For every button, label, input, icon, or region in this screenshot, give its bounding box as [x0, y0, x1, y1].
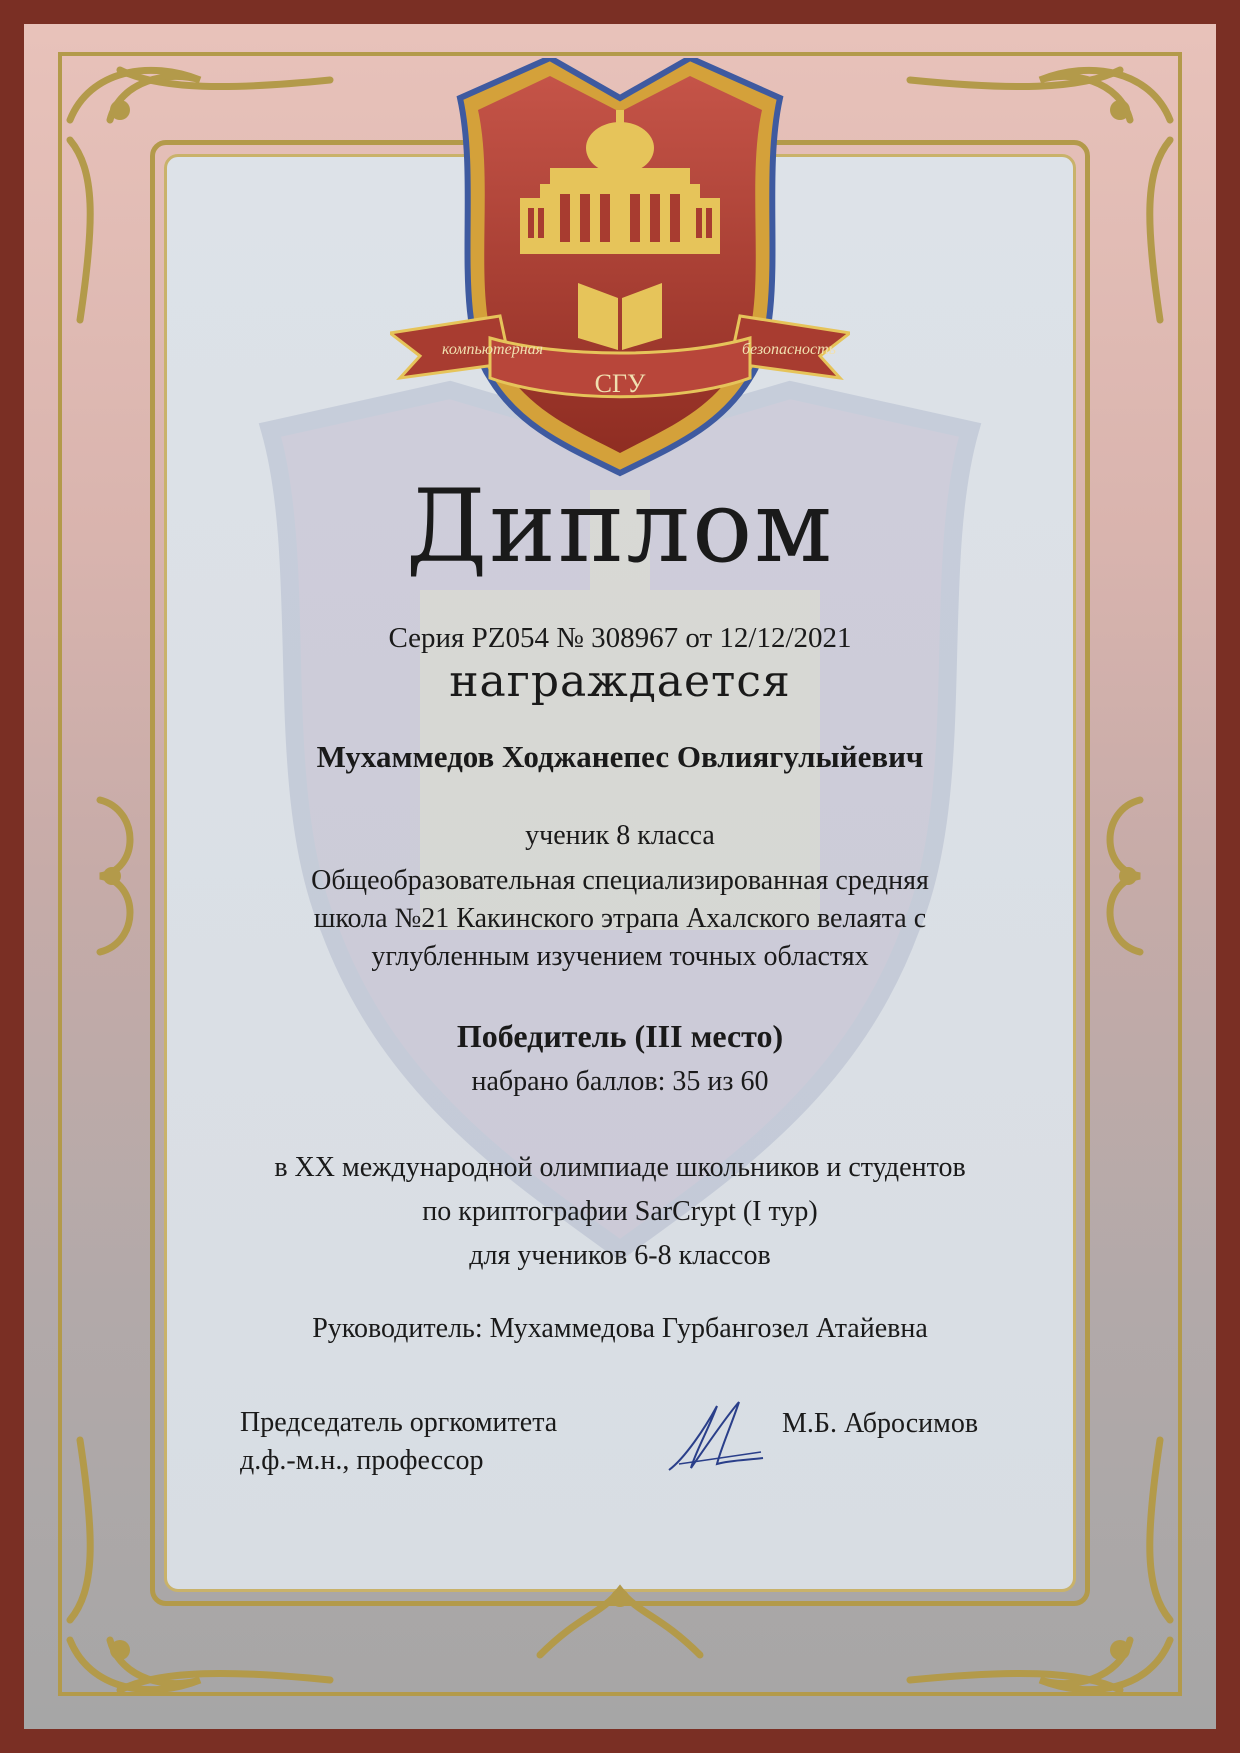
olympiad-line: в XX международной олимпиаде школьников и студентов: [274, 1152, 966, 1183]
olympiad-description: [0, 1146, 1240, 1278]
chairman-line: д.ф.-м.н., профессор: [240, 1445, 484, 1476]
university-crest: [390, 58, 850, 478]
score-line: набрано баллов: 35 из 60: [471, 1066, 769, 1097]
leader-line: Руководитель: Мухаммедова Гурбангозел Атайевна: [312, 1313, 928, 1344]
chairman-line: Председатель оргкомитета: [240, 1407, 558, 1438]
chairman-title: [240, 1404, 557, 1480]
diploma-title: Диплом: [405, 468, 835, 585]
award-place: Победитель (III место): [456, 1018, 784, 1054]
signer-name: М.Б. Абросимов: [782, 1408, 979, 1439]
school-line: школа №21 Какинского этрапа Ахалского велаята с: [313, 903, 927, 934]
awarded-label: награждается: [449, 656, 791, 707]
crest-ribbon-left: компьютерная: [442, 341, 544, 358]
series-line: Серия PZ054 № 308967 от 12/12/2021: [388, 622, 852, 654]
recipient-name: Мухаммедов Ходжанепес Овлиягулыйевич: [316, 739, 924, 774]
recipient-grade: ученик 8 класса: [525, 820, 715, 851]
crest-ribbon-center: СГУ: [594, 369, 646, 398]
school-line: Общеобразовательная специализированная средняя: [311, 865, 929, 896]
olympiad-line: для учеников 6-8 классов: [469, 1240, 771, 1271]
olympiad-line: по криптографии SarCrypt (I тур): [422, 1196, 818, 1227]
school-name: [0, 862, 1240, 976]
crest-ribbon-right: безопасность: [742, 341, 836, 358]
school-line: углубленным изучением точных областях: [371, 941, 869, 972]
signature-image: [665, 1398, 765, 1478]
